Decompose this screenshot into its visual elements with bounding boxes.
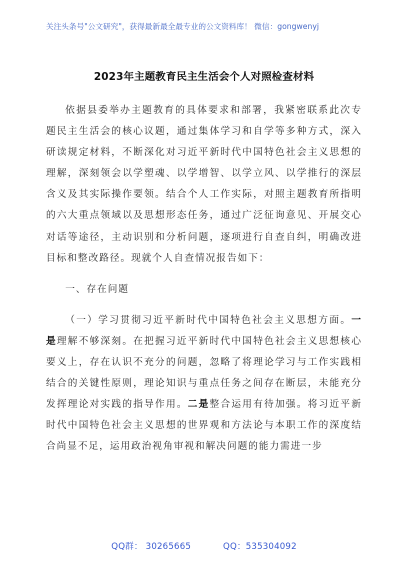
section-heading: 一、存在问题	[65, 283, 130, 295]
footer-contacts	[0, 540, 408, 552]
document-title: 2023年主题教育民主生活会个人对照检查材料	[93, 71, 315, 83]
subsection-lead: （一）学习贯彻习近平新时代中国特色社会主义思想方面。	[65, 314, 352, 326]
footer-qq-number: QQ：535304092	[223, 542, 297, 552]
point-two-label: 二是	[187, 399, 210, 411]
point-one-text: 理解不够深刻。在把握习近平新时代中国特色社会主义思想核心要义上，存在认识不充分的问题，忽略了将理论学习与工作实践相结合的关键性原则，理论知识与重点任务之间存在断层，未能充分发挥理论对实践的指导作用。	[46, 335, 362, 411]
subsection-paragraph	[46, 310, 362, 458]
document-body	[46, 100, 362, 458]
header-banner[interactable]: 关注头条号"公文研究"，获得最新最全最专业的公文资料库！ 微信：gongwenyj	[46, 22, 320, 31]
footer-qq-group: QQ群： 30265665	[111, 542, 192, 552]
point-one-label: 一是	[46, 314, 362, 347]
intro-paragraph: 依据县委举办主题教育的具体要求和部署，我紧密联系此次专题民主生活会的核心议题，通过集体学习和自学等多种方式，深入研读规定材料，不断深化对习近平新时代中国特色社会主义思想的理解，深刻领会以学塑魂、以学增智、以学立风、以学推行的深层含义及其实际操作要领。结合个人工作实际，对照主题教育所指明的六大重点领域以及思想形态任务，通过广泛征询意见、开展交心对话等途径，主动识别和分析问题，逐项进行自查自纠，明确改进目标和整改路径。现就个人自查情况报告如下：	[46, 105, 362, 264]
point-two-text: 整合运用有待加强。将习近平新时代中国特色社会主义思想的世界观和方法论与本职工作的深度结合尚显不足，运用政治视角审视和解决问题的能力需进一步	[46, 399, 362, 453]
